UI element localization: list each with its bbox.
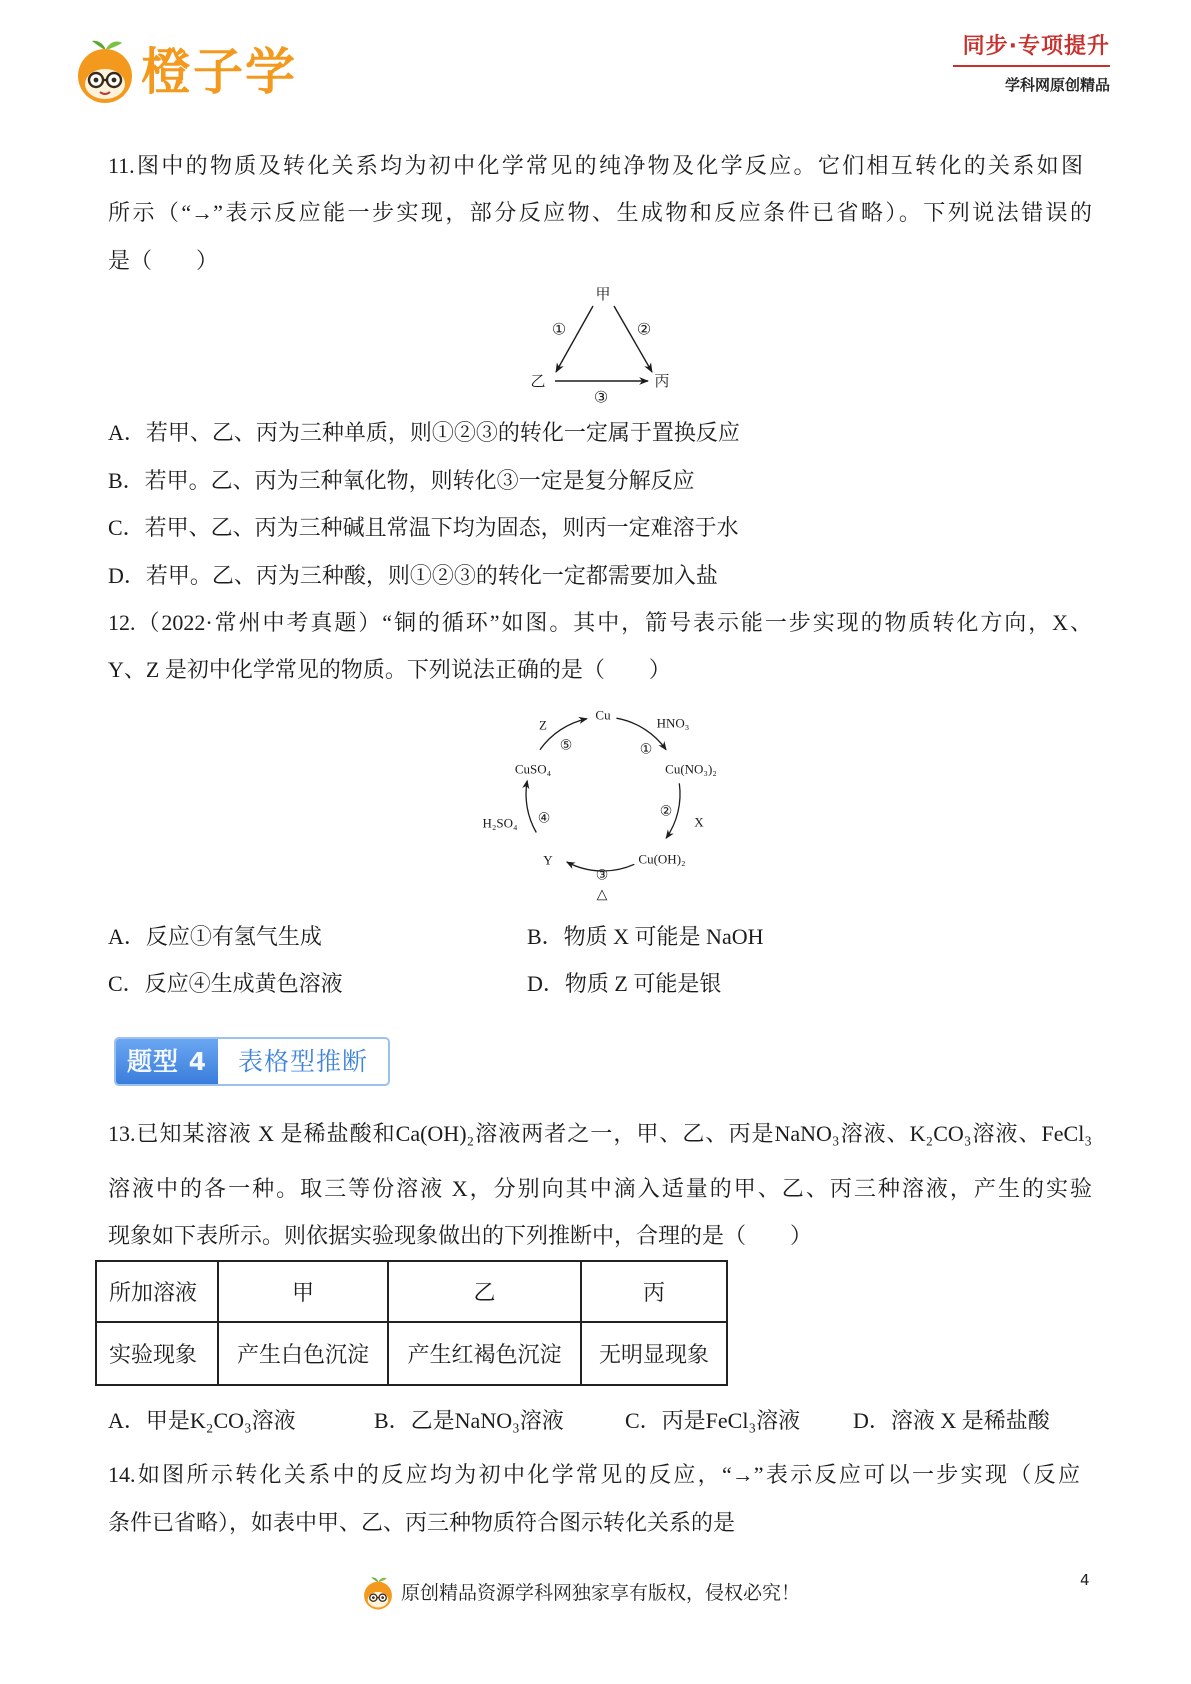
q12-option-b: B．物质 X 可能是 NaOH — [527, 924, 764, 949]
q11-arrow-2 — [614, 306, 652, 372]
q11-arrow-1 — [556, 306, 593, 372]
q14-stem-line-2: 条件已省略），如表中甲、乙、丙三种物质符合图示转化关系的是 — [108, 1510, 736, 1535]
q13-option-c: C．丙是FeCl₃溶液 — [625, 1408, 801, 1433]
section-banner — [114, 1037, 390, 1086]
q13-stem-line-2: 溶液中的各一种。取三等份溶液 X，分别向其中滴入适量的甲、乙、丙三种溶液，产生的实验 — [108, 1176, 1092, 1201]
table-header-cell: 所加溶液 — [96, 1261, 218, 1322]
q13-results-table — [95, 1260, 728, 1386]
q12-reagent-x: X — [694, 814, 704, 830]
table-header-row — [96, 1261, 727, 1322]
q12-step-4-label: ④ — [537, 811, 551, 827]
q13-option-b: B．乙是NaNO₃溶液 — [374, 1408, 564, 1433]
orange-mascot-icon — [362, 1576, 394, 1610]
q12-step-5-label: ⑤ — [559, 738, 573, 754]
q11-step-1-label: ① — [551, 321, 567, 339]
table-header-cell: 甲 — [218, 1261, 388, 1322]
q12-reagent-h2so4: H₂SO₄ — [482, 815, 518, 831]
q12-reagent-hno3: HNO₃ — [656, 715, 690, 731]
q12-step-1-label: ① — [639, 742, 653, 758]
q13-option-d: D．溶液 X 是稀盐酸 — [853, 1408, 1050, 1433]
table-header-cell: 乙 — [388, 1261, 581, 1322]
q11-option-d: D．若甲。乙、丙为三种酸，则①②③的转化一定都需要加入盐 — [108, 563, 718, 588]
q12-arrow-4 — [526, 781, 536, 833]
brand-logo-text: 橙子学 — [141, 43, 297, 101]
q12-heat-symbol: △ — [596, 887, 608, 903]
q11-option-b: B．若甲。乙、丙为三种氧化物，则转化③一定是复分解反应 — [108, 468, 695, 493]
q13-stem-line-1: 13.已知某溶液 X 是稀盐酸和Ca(OH)₂溶液两者之一，甲、乙、丙是NaNO₃溶液、K₂CO₃溶液、FeCl₃ — [108, 1121, 1092, 1146]
q11-conversion-triangle-diagram — [520, 278, 690, 412]
q11-option-c: C．若甲、乙、丙为三种碱且常温下均为固态，则丙一定难溶于水 — [108, 515, 739, 540]
q14-stem-line-1: 14.如图所示转化关系中的反应均为初中化学常见的反应，“→”表示反应可以一步实现（反应 — [108, 1462, 1080, 1487]
section-type-label: 题型 4 — [116, 1039, 218, 1084]
q12-step-2-label: ② — [659, 804, 673, 820]
q11-stem-line-3: 是（ ） — [108, 248, 219, 273]
table-cell: 实验现象 — [96, 1322, 218, 1385]
q13-stem-line-3: 现象如下表所示。则依据实验现象做出的下列推断中，合理的是（ ） — [108, 1223, 813, 1248]
q13-option-a: A．甲是K₂CO₃溶液 — [108, 1408, 296, 1433]
q12-option-c: C．反应④生成黄色溶液 — [108, 971, 343, 996]
q12-stem-line-2: Y、Z 是初中化学常见的物质。下列说法正确的是（ ） — [108, 657, 671, 682]
q12-node-cuso4: CuSO₄ — [514, 761, 552, 777]
table-header-cell: 丙 — [581, 1261, 727, 1322]
q12-reagent-z: Z — [539, 717, 547, 733]
q12-stem-line-1: 12.（2022·常州中考真题）“铜的循环”如图。其中，箭号表示能一步实现的物质转化方向，X、 — [108, 610, 1092, 635]
table-cell: 无明显现象 — [581, 1322, 727, 1385]
table-row — [96, 1322, 727, 1385]
series-title: 同步·专项提升 — [962, 34, 1110, 59]
q11-option-a: A．若甲、乙、丙为三种单质，则①②③的转化一定属于置换反应 — [108, 420, 740, 445]
q11-stem-line-1: 11.图中的物质及转化关系均为初中化学常见的纯净物及化学反应。它们相互转化的关系如图 — [108, 153, 1083, 178]
q11-node-top: 甲 — [595, 287, 611, 303]
q11-node-left: 乙 — [530, 374, 546, 390]
table-cell: 产生白色沉淀 — [218, 1322, 388, 1385]
page-number: 4 — [1080, 1571, 1090, 1589]
q11-stem-line-2: 所示（“→”表示反应能一步实现，部分反应物、生成物和反应条件已省略）。下列说法错误的 — [108, 200, 1092, 225]
q11-node-right: 丙 — [654, 374, 670, 390]
series-title-underline — [953, 65, 1110, 67]
q12-node-cu: Cu — [595, 707, 611, 723]
q12-node-y: Y — [543, 852, 553, 868]
q12-option-d: D．物质 Z 可能是银 — [527, 971, 722, 996]
q12-option-a: A．反应①有氢气生成 — [108, 924, 322, 949]
q11-step-2-label: ② — [636, 321, 652, 339]
q11-step-3-label: ③ — [593, 389, 609, 407]
series-subtitle: 学科网原创精品 — [1004, 76, 1110, 94]
q12-node-cu-no3-2: Cu(NO₃)₂ — [665, 761, 717, 777]
section-title: 表格型推断 — [237, 1047, 368, 1076]
q12-step-3-label: ③ — [595, 868, 609, 884]
table-cell: 产生红褐色沉淀 — [388, 1322, 581, 1385]
orange-mascot-logo-icon — [74, 38, 136, 104]
q12-node-cu-oh-2: Cu(OH)₂ — [638, 851, 686, 867]
q12-copper-cycle-diagram — [470, 700, 740, 910]
footer-copyright: 原创精品资源学科网独家享有版权，侵权必究！ — [401, 1583, 801, 1604]
